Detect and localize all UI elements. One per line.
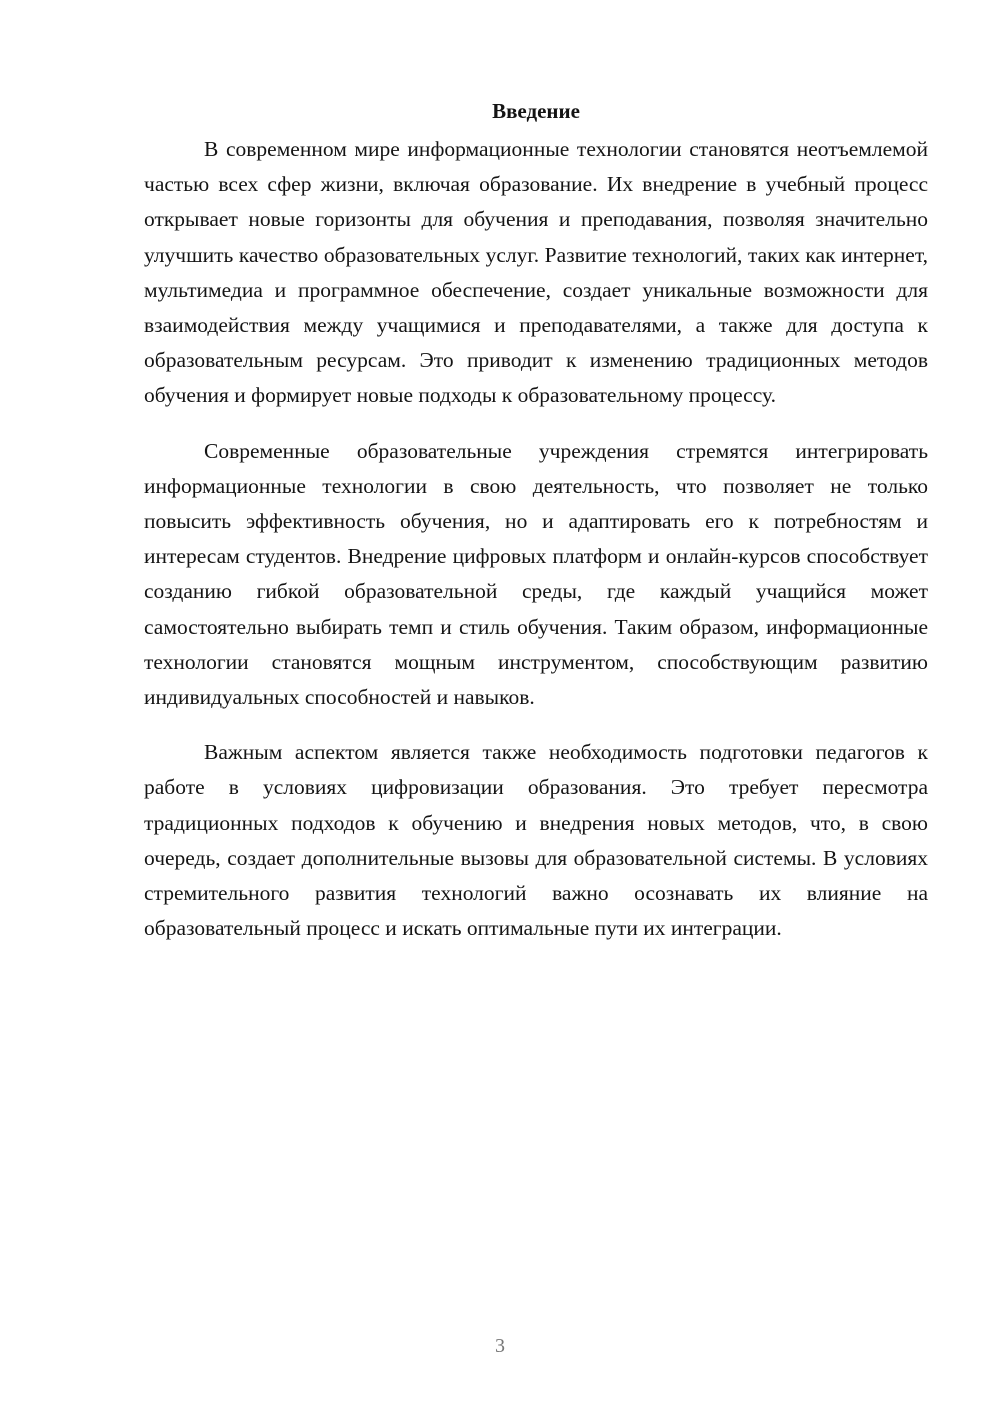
paragraph-3: Важным аспектом является также необходимость подготовки педагогов к работе в условиях цифровизации образования. Это требует пересмотра традиционных подходов к обучению и внедрения новых методов, что, в свою очередь, создает дополнительные вызовы для образовательной системы. В условиях стремительного развития технологий важно осознавать их влияние на образовательный процесс и искать оптимальные пути их интеграции.: [144, 740, 928, 941]
section-title: Введение: [492, 99, 580, 123]
page-content: [144, 96, 928, 966]
page-number: 3: [495, 1335, 505, 1357]
paragraph-1: В современном мире информационные технологии становятся неотъемлемой частью всех сфер жизни, включая образование. Их внедрение в учебный процесс открывает новые горизонты для обучения и преподавания, позволяя значительно улучшить качество образовательных услуг. Развитие технологий, таких как интернет, мультимедиа и программное обеспечение, создает уникальные возможности для взаимодействия между учащимися и преподавателями, а также для доступа к образовательным ресурсам. Это приводит к изменению традиционных методов обучения и формирует новые подходы к образовательному процессу.: [144, 137, 928, 408]
paragraph-2: Современные образовательные учреждения стремятся интегрировать информационные технологии в свою деятельность, что позволяет не только повысить эффективность обучения, но и адаптировать его к потребностям и интересам студентов. Внедрение цифровых платформ и онлайн-курсов способствует созданию гибкой образовательной среды, где каждый учащийся может самостоятельно выбирать темп и стиль обучения. Таким образом, информационные технологии становятся мощным инструментом, способствующим развитию индивидуальных способностей и навыков.: [144, 438, 928, 710]
